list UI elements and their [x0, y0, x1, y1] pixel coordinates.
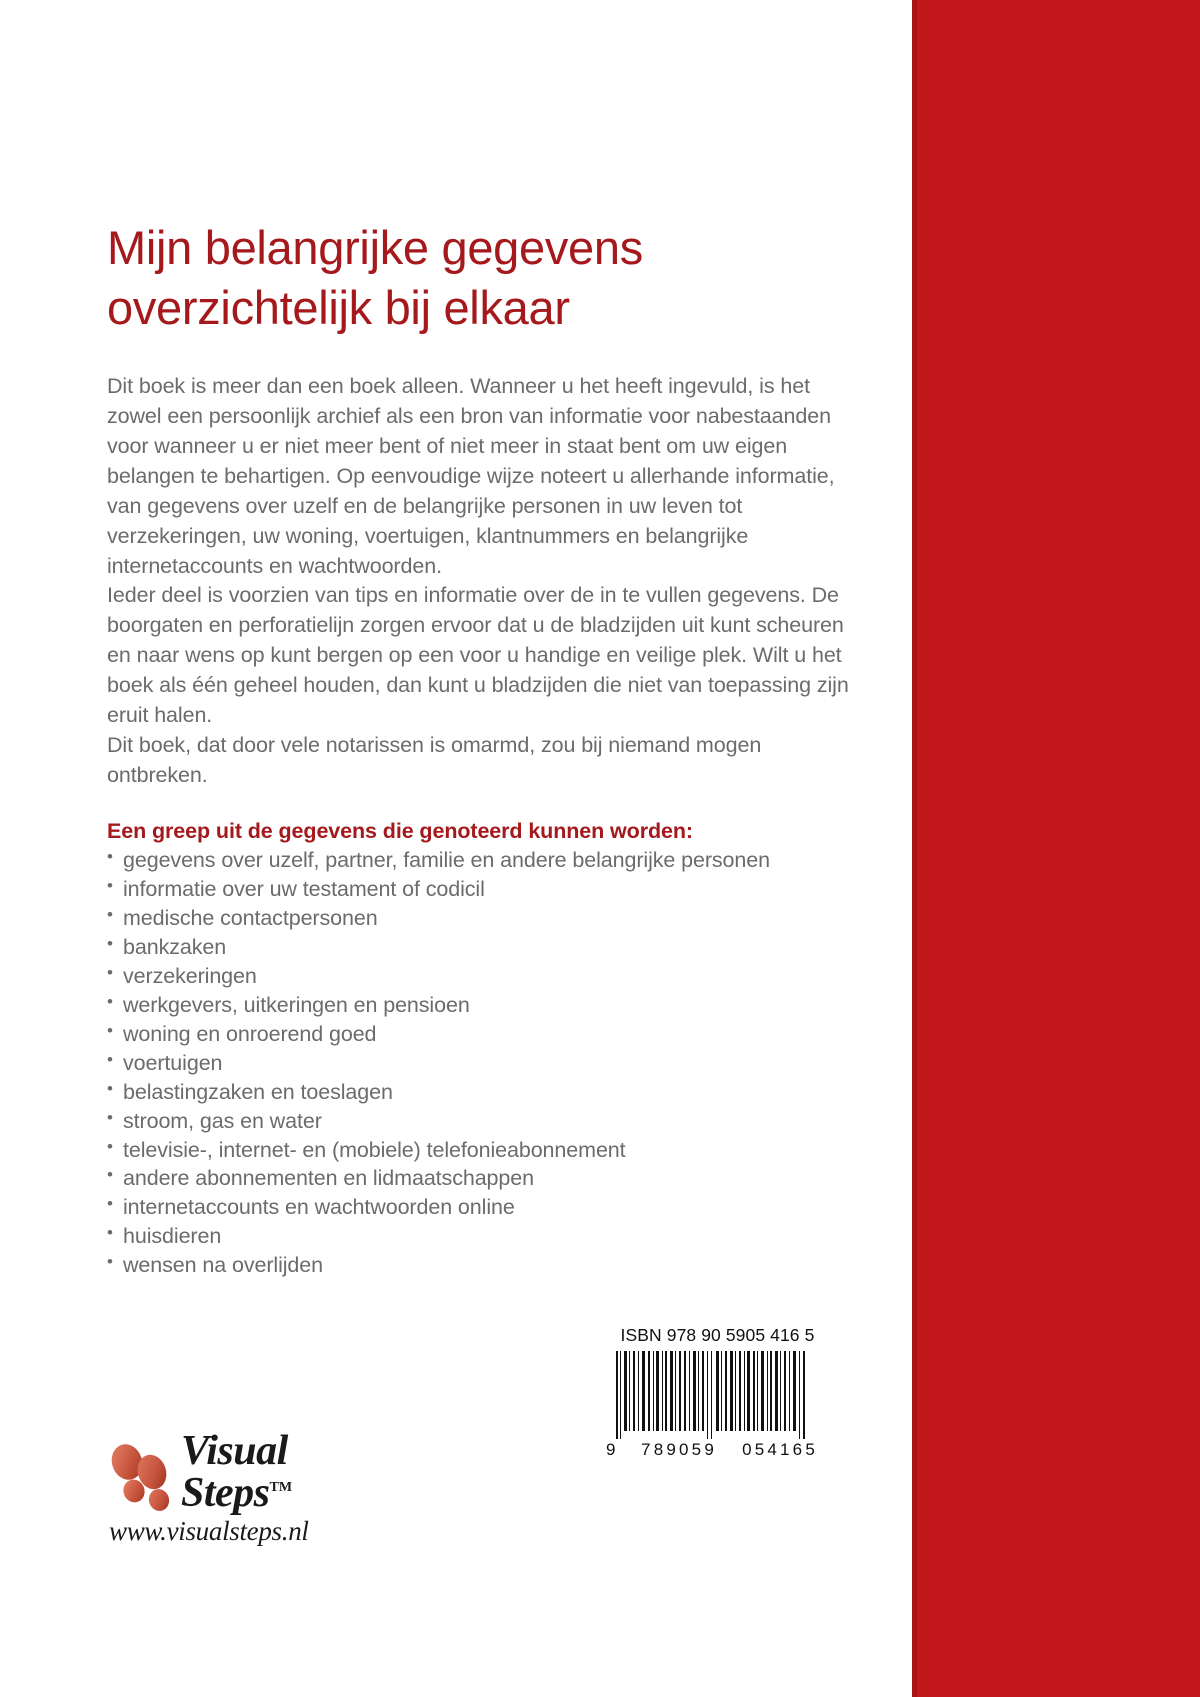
trademark-symbol: TM [269, 1480, 293, 1495]
cover-footer [0, 1320, 912, 1560]
ean-group-middle: 789059 [641, 1440, 717, 1459]
list-item: • stroom, gas en water [107, 1107, 867, 1136]
publisher-logo [107, 1430, 377, 1547]
title-line-1: Mijn belangrijke gegevens [107, 221, 643, 274]
list-item: • bankzaken [107, 933, 867, 962]
ean-group-right: 054165 [742, 1440, 818, 1459]
list-item: • verzekeringen [107, 962, 867, 991]
spine-edge-line [912, 0, 917, 1697]
list-item: • wensen na overlijden [107, 1251, 867, 1280]
list-item: • gegevens over uzelf, partner, familie en andere belangrijke personen [107, 846, 867, 875]
publisher-name-text: Visual Steps [181, 1428, 288, 1516]
list-item: • internetaccounts en wachtwoorden online [107, 1193, 867, 1222]
ean-digits [606, 1440, 818, 1460]
isbn-label: ISBN 978 90 5905 416 5 [620, 1325, 815, 1345]
page-title [107, 218, 807, 338]
ean13-barcode [610, 1351, 812, 1439]
list-item: • voertuigen [107, 1049, 867, 1078]
description-paragraph-1: Dit boek is meer dan een boek alleen. Wanneer u het heeft ingevuld, is het zowel een persoonlijk archief als een bron van informatie voor nabestaanden voor wanneer u er niet meer bent of niet meer in staat bent om uw eigen belangen te behartigen. Op eenvoudige wijze noteert u allerhande informatie, van gegevens over uzelf en de belangrijke personen in uw leven tot verzekeringen, uw woning, voertuigen, klantnummers en belangrijke internetaccounts en wachtwoorden. [107, 374, 835, 578]
features-list [107, 846, 867, 1280]
list-item: • televisie-, internet- en (mobiele) telefonieabonnement [107, 1136, 867, 1165]
isbn-block [606, 1325, 825, 1460]
list-item: • huisdieren [107, 1222, 867, 1251]
publisher-url: www.visualsteps.nl [109, 1516, 309, 1546]
list-item: • andere abonnementen en lidmaatschappen [107, 1164, 867, 1193]
features-heading: Een greep uit de gegevens die genoteerd kunnen worden: [107, 818, 693, 843]
ean-check-left: 9 [606, 1440, 616, 1459]
list-item: • werkgevers, uitkeringen en pensioen [107, 991, 867, 1020]
list-item: • belastingzaken en toeslagen [107, 1078, 867, 1107]
spine-red-band [912, 0, 1200, 1697]
description-text [107, 372, 867, 790]
title-line-2: overzichtelijk bij elkaar [107, 281, 570, 335]
list-item: • woning en onroerend goed [107, 1020, 867, 1049]
cover-content [107, 218, 867, 1280]
publisher-name [181, 1430, 377, 1514]
list-item: • medische contactpersonen [107, 904, 867, 933]
description-paragraph-3: Dit boek, dat door vele notarissen is omarmd, zou bij niemand mogen ontbreken. [107, 732, 762, 787]
description-paragraph-2: Ieder deel is voorzien van tips en informatie over de in te vullen gegevens. De boorgaten en perforatielijn zorgen ervoor dat u de bladzijden uit kunt scheuren en naar wens op kunt bergen op een voor u handige en veilige plek. Wilt u het boek als één geheel houden, dan kunt u bladzijden die niet van toepassing zijn eruit halen. [107, 583, 849, 727]
footprints-icon [107, 1442, 177, 1514]
list-item: • informatie over uw testament of codicil [107, 875, 867, 904]
